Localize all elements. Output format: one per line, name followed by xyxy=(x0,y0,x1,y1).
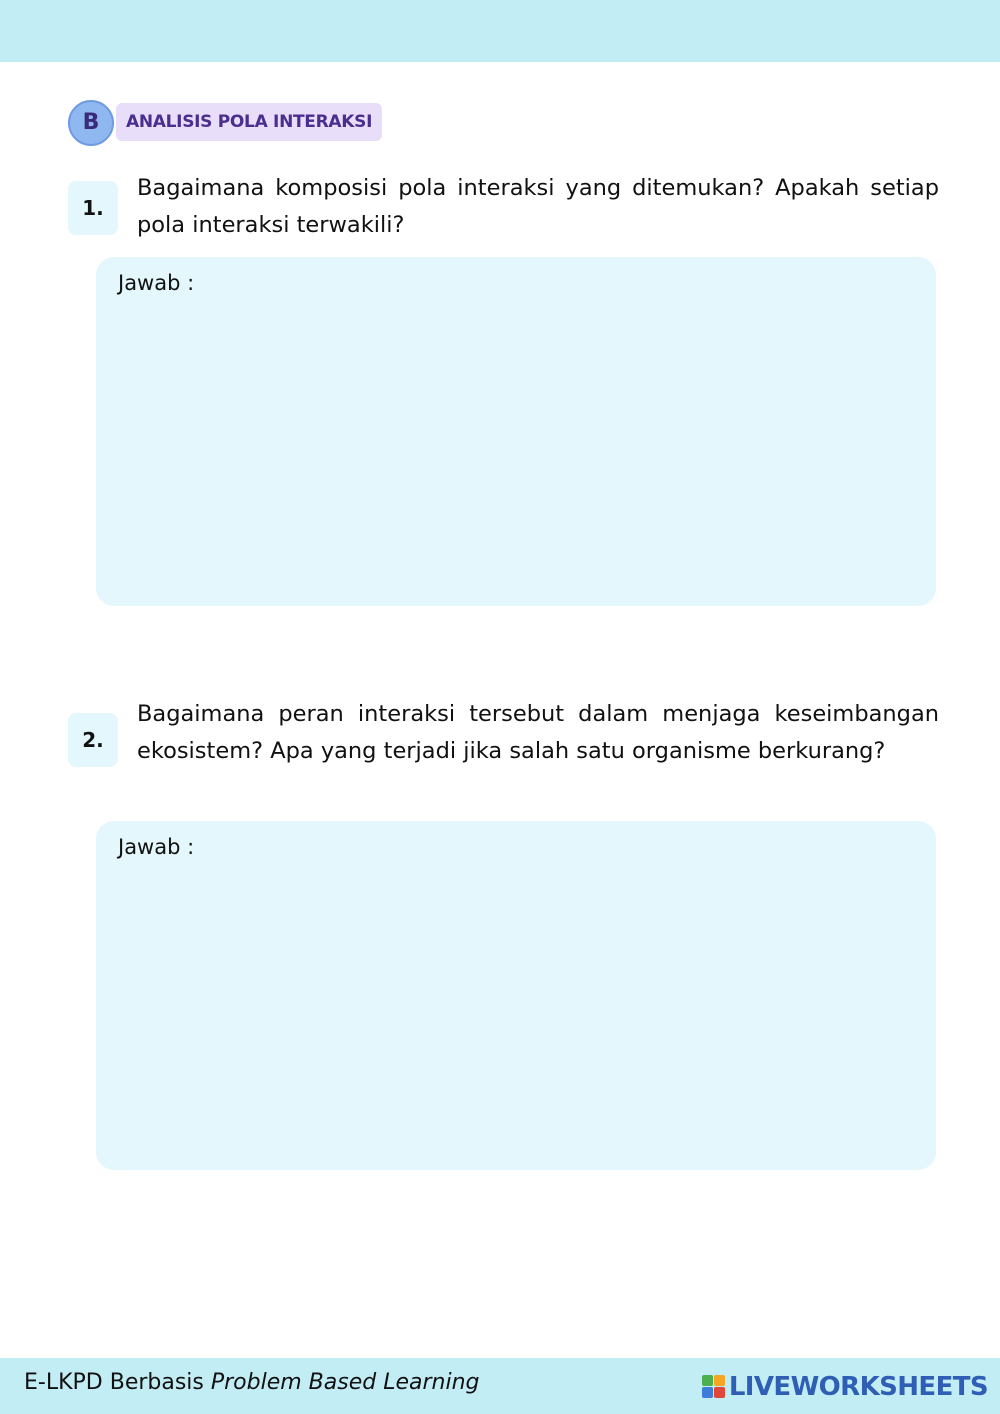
footer-band xyxy=(0,1358,1000,1414)
question-text-2: Bagaimana peran interaksi tersebut dalam menjaga keseimbangan ekosistem? Apa yang terjadi jika salah satu organisme berkurang? xyxy=(137,701,939,764)
answer-box-1[interactable] xyxy=(96,257,936,606)
footer-caption xyxy=(24,1370,480,1395)
footer-caption-prefix: E-LKPD Berbasis xyxy=(24,1370,211,1395)
brand-name: LIVEWORKSHEETS xyxy=(728,1372,988,1402)
liveworksheets-brand xyxy=(702,1370,988,1404)
answer-label-1: Jawab : xyxy=(118,271,195,295)
section-letter-badge: B xyxy=(68,100,114,146)
answer-box-2[interactable] xyxy=(96,821,936,1170)
top-header-band xyxy=(0,0,1000,62)
section-title: ANALISIS POLA INTERAKSI xyxy=(116,103,382,141)
liveworksheets-logo-icon xyxy=(702,1375,726,1399)
question-number-1: 1. xyxy=(68,181,118,235)
footer-caption-italic: Problem Based Learning xyxy=(210,1370,480,1395)
question-text-1: Bagaimana komposisi pola interaksi yang ditemukan? Apakah setiap pola interaksi terwakili? xyxy=(137,175,939,238)
answer-label-2: Jawab : xyxy=(118,835,195,859)
question-number-2: 2. xyxy=(68,713,118,767)
